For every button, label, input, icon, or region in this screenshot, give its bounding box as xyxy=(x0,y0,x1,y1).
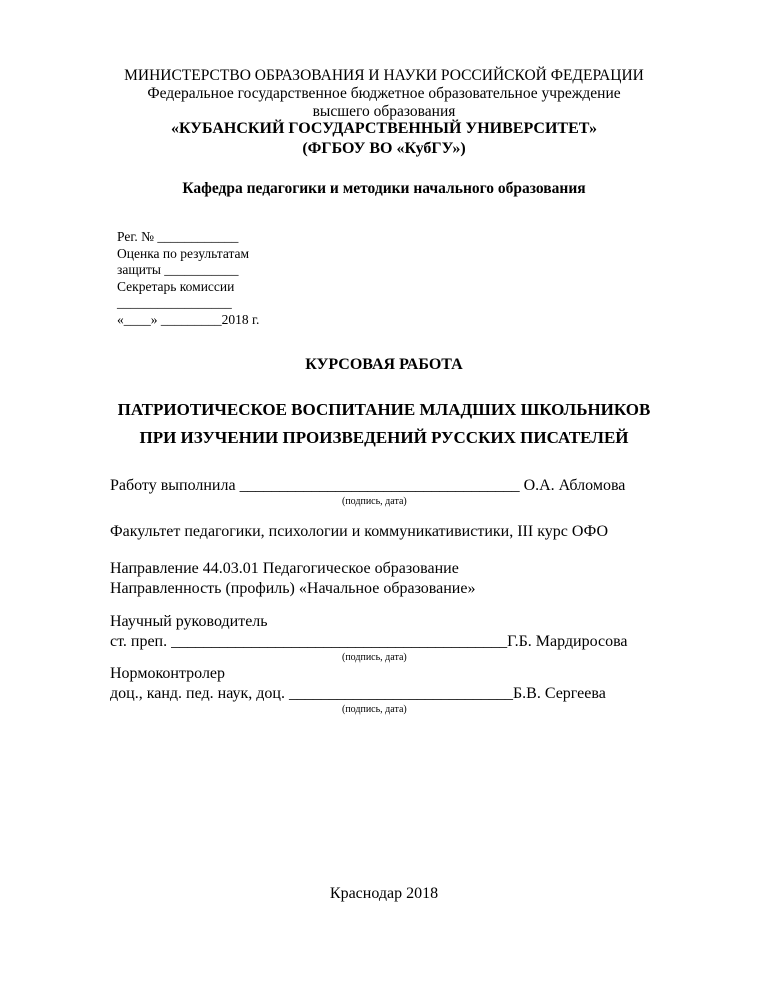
normcontroller-signature-caption: (подпись, дата) xyxy=(342,704,407,715)
city-year: Краснодар 2018 xyxy=(329,885,439,902)
work-title-line-2: ПРИ ИЗУЧЕНИИ ПРОИЗВЕДЕНИЙ РУССКИХ ПИСАТЕЛЕЙ xyxy=(139,428,629,447)
supervisor-title: Научный руководитель xyxy=(110,613,268,630)
work-title-line-1: ПАТРИОТИЧЕСКОЕ ВОСПИТАНИЕ МЛАДШИХ ШКОЛЬНИКОВ xyxy=(117,400,651,419)
university-name: «КУБАНСКИЙ ГОСУДАРСТВЕННЫЙ УНИВЕРСИТЕТ» xyxy=(170,120,598,137)
secretary-signature-line: _________________ xyxy=(117,295,232,310)
reg-number: Рег. № ____________ xyxy=(117,229,239,244)
faculty-line: Факультет педагогики, психологии и коммуникативистики, III курс ОФО xyxy=(110,523,608,540)
normcontroller-title: Нормоконтролер xyxy=(110,665,226,682)
secretary-label: Секретарь комиссии xyxy=(117,278,235,294)
supervisor-signature-caption: (подпись, дата) xyxy=(342,652,407,663)
institution-line-1: Федеральное государственное бюджетное образовательное учреждение xyxy=(147,85,621,102)
grade-line-2: защиты ___________ xyxy=(117,262,239,277)
work-type: КУРСОВАЯ РАБОТА xyxy=(305,356,463,373)
direction-line-2: Направленность (профиль) «Начальное образование» xyxy=(110,580,476,597)
author-line: Работу выполнила ___________________________________ О.А. Абломова xyxy=(110,477,626,494)
grade-line-1: Оценка по результатам xyxy=(117,245,250,261)
author-signature-caption: (подпись, дата) xyxy=(342,496,407,507)
direction-line-1: Направление 44.03.01 Педагогическое образование xyxy=(110,560,459,577)
date-line: «____» _________2018 г. xyxy=(117,311,260,327)
supervisor-line: ст. преп. __________________________________________Г.Б. Мардиросова xyxy=(110,633,628,650)
department-name: Кафедра педагогики и методики начального образования xyxy=(182,180,586,197)
university-abbreviation: (ФГБОУ ВО «КубГУ») xyxy=(302,140,466,157)
ministry-name: МИНИСТЕРСТВО ОБРАЗОВАНИЯ И НАУКИ РОССИЙСКОЙ ФЕДЕРАЦИИ xyxy=(124,67,644,84)
normcontroller-line: доц., канд. пед. наук, доц. ____________________________Б.В. Сергеева xyxy=(110,685,606,702)
registration-block xyxy=(117,229,259,328)
institution-line-2: высшего образования xyxy=(312,103,456,120)
